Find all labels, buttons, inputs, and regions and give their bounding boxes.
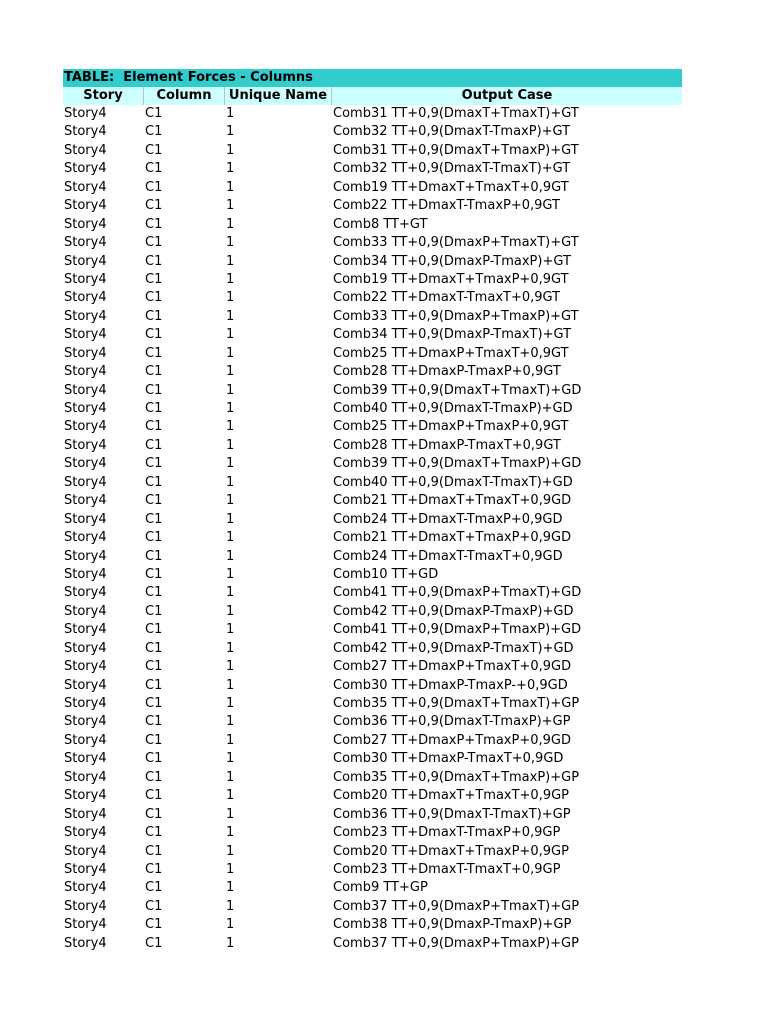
cell-story: Story4 [64, 788, 107, 804]
cell-output-case: Comb30 TT+DmaxP-TmaxP-+0,9GD [333, 677, 568, 693]
cell-story: Story4 [64, 603, 107, 619]
cell-story: Story4 [64, 935, 107, 951]
cell-unique-name: 1 [226, 456, 235, 472]
cell-unique-name: 1 [226, 806, 235, 822]
cell-column: C1 [145, 308, 163, 324]
cell-unique-name: 1 [226, 861, 235, 877]
cell-story: Story4 [64, 493, 107, 509]
cell-column: C1 [145, 603, 163, 619]
cell-column: C1 [145, 622, 163, 638]
cell-unique-name: 1 [226, 677, 235, 693]
cell-story: Story4 [64, 769, 107, 785]
table-row [63, 843, 682, 861]
cell-unique-name: 1 [226, 880, 235, 896]
cell-column: C1 [145, 216, 163, 232]
header-column: Column [144, 87, 225, 105]
cell-column: C1 [145, 271, 163, 287]
table-row [63, 123, 682, 141]
cell-output-case: Comb40 TT+0,9(DmaxT-TmaxT)+GD [333, 474, 573, 490]
cell-unique-name: 1 [226, 345, 235, 361]
cell-unique-name: 1 [226, 271, 235, 287]
cell-unique-name: 1 [226, 474, 235, 490]
cell-unique-name: 1 [226, 253, 235, 269]
cell-unique-name: 1 [226, 622, 235, 638]
cell-story: Story4 [64, 382, 107, 398]
cell-column: C1 [145, 290, 163, 306]
cell-column: C1 [145, 419, 163, 435]
cell-output-case: Comb31 TT+0,9(DmaxT+TmaxT)+GT [333, 106, 579, 121]
cell-unique-name: 1 [226, 788, 235, 804]
cell-column: C1 [145, 935, 163, 951]
table-row [63, 695, 682, 713]
table-row [63, 197, 682, 215]
cell-output-case: Comb42 TT+0,9(DmaxP-TmaxP)+GD [333, 603, 574, 619]
cell-story: Story4 [64, 419, 107, 435]
cell-unique-name: 1 [226, 437, 235, 453]
cell-column: C1 [145, 566, 163, 582]
cell-column: C1 [145, 880, 163, 896]
table-row [63, 382, 682, 400]
cell-output-case: Comb39 TT+0,9(DmaxT+TmaxT)+GD [333, 382, 582, 398]
cell-story: Story4 [64, 825, 107, 841]
cell-column: C1 [145, 142, 163, 158]
cell-unique-name: 1 [226, 898, 235, 914]
cell-unique-name: 1 [226, 566, 235, 582]
cell-story: Story4 [64, 308, 107, 324]
cell-column: C1 [145, 198, 163, 214]
cell-story: Story4 [64, 861, 107, 877]
table-title: TABLE: Element Forces - Columns [63, 69, 682, 87]
cell-column: C1 [145, 825, 163, 841]
cell-output-case: Comb24 TT+DmaxT-TmaxT+0,9GD [333, 548, 563, 564]
cell-output-case: Comb9 TT+GP [333, 880, 428, 896]
cell-column: C1 [145, 585, 163, 601]
cell-column: C1 [145, 124, 163, 140]
cell-unique-name: 1 [226, 161, 235, 177]
cell-unique-name: 1 [226, 142, 235, 158]
cell-output-case: Comb20 TT+DmaxT+TmaxP+0,9GP [333, 843, 569, 859]
cell-story: Story4 [64, 216, 107, 232]
cell-output-case: Comb36 TT+0,9(DmaxT-TmaxT)+GP [333, 806, 571, 822]
cell-column: C1 [145, 788, 163, 804]
cell-unique-name: 1 [226, 751, 235, 767]
table-row [63, 492, 682, 510]
cell-story: Story4 [64, 806, 107, 822]
cell-story: Story4 [64, 345, 107, 361]
cell-story: Story4 [64, 566, 107, 582]
table-row [63, 640, 682, 658]
header-story: Story [63, 87, 144, 105]
table-row [63, 677, 682, 695]
cell-output-case: Comb19 TT+DmaxT+TmaxT+0,9GT [333, 179, 569, 195]
table-row [63, 603, 682, 621]
cell-story: Story4 [64, 401, 107, 416]
cell-story: Story4 [64, 290, 107, 306]
cell-unique-name: 1 [226, 640, 235, 656]
cell-story: Story4 [64, 198, 107, 214]
cell-column: C1 [145, 917, 163, 933]
cell-unique-name: 1 [226, 530, 235, 546]
table-row [63, 806, 682, 824]
cell-unique-name: 1 [226, 769, 235, 785]
table-row [63, 345, 682, 363]
cell-column: C1 [145, 548, 163, 564]
cell-column: C1 [145, 769, 163, 785]
cell-story: Story4 [64, 548, 107, 564]
cell-column: C1 [145, 474, 163, 490]
cell-output-case: Comb34 TT+0,9(DmaxP-TmaxP)+GT [333, 253, 571, 269]
header-unique-name: Unique Name [225, 87, 332, 105]
table-row [63, 253, 682, 271]
cell-column: C1 [145, 732, 163, 748]
cell-unique-name: 1 [226, 548, 235, 564]
table-row [63, 566, 682, 584]
cell-unique-name: 1 [226, 364, 235, 380]
cell-story: Story4 [64, 179, 107, 195]
cell-unique-name: 1 [226, 106, 235, 121]
cell-unique-name: 1 [226, 825, 235, 841]
table-row [63, 474, 682, 492]
cell-story: Story4 [64, 511, 107, 527]
table-row [63, 418, 682, 436]
cell-output-case: Comb22 TT+DmaxT-TmaxT+0,9GT [333, 290, 561, 306]
cell-column: C1 [145, 179, 163, 195]
cell-output-case: Comb42 TT+0,9(DmaxP-TmaxT)+GD [333, 640, 574, 656]
cell-story: Story4 [64, 917, 107, 933]
cell-story: Story4 [64, 124, 107, 140]
cell-story: Story4 [64, 659, 107, 675]
cell-column: C1 [145, 493, 163, 509]
cell-unique-name: 1 [226, 659, 235, 675]
cell-column: C1 [145, 677, 163, 693]
table-row [63, 750, 682, 768]
cell-column: C1 [145, 235, 163, 251]
cell-output-case: Comb10 TT+GD [333, 566, 439, 582]
table-row [63, 289, 682, 307]
table-row [63, 160, 682, 178]
cell-story: Story4 [64, 106, 107, 121]
cell-story: Story4 [64, 364, 107, 380]
cell-story: Story4 [64, 161, 107, 177]
cell-output-case: Comb37 TT+0,9(DmaxP+TmaxT)+GP [333, 898, 580, 914]
cell-unique-name: 1 [226, 382, 235, 398]
cell-unique-name: 1 [226, 603, 235, 619]
cell-output-case: Comb38 TT+0,9(DmaxP-TmaxP)+GP [333, 917, 572, 933]
table-row [63, 916, 682, 934]
table-row [63, 511, 682, 529]
cell-story: Story4 [64, 677, 107, 693]
table-row [63, 105, 682, 123]
cell-unique-name: 1 [226, 511, 235, 527]
cell-unique-name: 1 [226, 198, 235, 214]
table-row [63, 142, 682, 160]
cell-column: C1 [145, 640, 163, 656]
cell-output-case: Comb33 TT+0,9(DmaxP+TmaxP)+GT [333, 308, 579, 324]
cell-unique-name: 1 [226, 935, 235, 951]
cell-unique-name: 1 [226, 419, 235, 435]
cell-output-case: Comb34 TT+0,9(DmaxP-TmaxT)+GT [333, 327, 572, 343]
cell-output-case: Comb32 TT+0,9(DmaxT-TmaxP)+GT [333, 124, 571, 140]
cell-story: Story4 [64, 271, 107, 287]
cell-output-case: Comb33 TT+0,9(DmaxP+TmaxT)+GT [333, 235, 579, 251]
header-output-case: Output Case [461, 88, 553, 103]
cell-story: Story4 [64, 843, 107, 859]
table-row [63, 787, 682, 805]
cell-output-case: Comb23 TT+DmaxT-TmaxP+0,9GP [333, 825, 561, 841]
table-row [63, 732, 682, 750]
cell-output-case: Comb25 TT+DmaxP+TmaxT+0,9GT [333, 345, 569, 361]
cell-story: Story4 [64, 732, 107, 748]
table-row [63, 437, 682, 455]
cell-output-case: Comb32 TT+0,9(DmaxT-TmaxT)+GT [333, 161, 571, 177]
cell-column: C1 [145, 530, 163, 546]
cell-unique-name: 1 [226, 124, 235, 140]
cell-column: C1 [145, 345, 163, 361]
element-forces-table [63, 69, 682, 953]
table-row [63, 271, 682, 289]
cell-column: C1 [145, 659, 163, 675]
table-row [63, 326, 682, 344]
table-row [63, 308, 682, 326]
cell-column: C1 [145, 898, 163, 914]
cell-unique-name: 1 [226, 732, 235, 748]
cell-unique-name: 1 [226, 235, 235, 251]
cell-output-case: Comb37 TT+0,9(DmaxP+TmaxP)+GP [333, 935, 579, 951]
cell-output-case: Comb28 TT+DmaxP-TmaxP+0,9GT [333, 364, 561, 380]
cell-output-case: Comb35 TT+0,9(DmaxT+TmaxP)+GP [333, 769, 580, 785]
table-row [63, 529, 682, 547]
table-row [63, 769, 682, 787]
cell-output-case: Comb21 TT+DmaxT+TmaxT+0,9GD [333, 493, 572, 509]
cell-output-case: Comb39 TT+0,9(DmaxT+TmaxP)+GD [333, 456, 582, 472]
cell-story: Story4 [64, 714, 107, 730]
cell-column: C1 [145, 751, 163, 767]
cell-unique-name: 1 [226, 714, 235, 730]
table-row [63, 179, 682, 197]
cell-column: C1 [145, 401, 163, 416]
cell-column: C1 [145, 714, 163, 730]
table-row [63, 216, 682, 234]
cell-output-case: Comb41 TT+0,9(DmaxP+TmaxP)+GD [333, 622, 582, 638]
cell-story: Story4 [64, 474, 107, 490]
table-row [63, 584, 682, 602]
cell-unique-name: 1 [226, 308, 235, 324]
cell-unique-name: 1 [226, 179, 235, 195]
table-row [63, 861, 682, 879]
cell-story: Story4 [64, 696, 107, 711]
cell-unique-name: 1 [226, 585, 235, 601]
cell-column: C1 [145, 843, 163, 859]
header-row [63, 87, 682, 105]
cell-column: C1 [145, 861, 163, 877]
cell-output-case: Comb27 TT+DmaxP+TmaxP+0,9GD [333, 732, 571, 748]
cell-output-case: Comb20 TT+DmaxT+TmaxT+0,9GP [333, 788, 570, 804]
table-row [63, 234, 682, 252]
table-row [63, 713, 682, 731]
cell-column: C1 [145, 382, 163, 398]
cell-column: C1 [145, 161, 163, 177]
cell-column: C1 [145, 364, 163, 380]
cell-story: Story4 [64, 327, 107, 343]
cell-output-case: Comb28 TT+DmaxP-TmaxT+0,9GT [333, 437, 561, 453]
cell-column: C1 [145, 106, 163, 121]
cell-output-case: Comb30 TT+DmaxP-TmaxT+0,9GD [333, 751, 564, 767]
cell-column: C1 [145, 456, 163, 472]
cell-output-case: Comb21 TT+DmaxT+TmaxP+0,9GD [333, 530, 572, 546]
cell-unique-name: 1 [226, 216, 235, 232]
cell-story: Story4 [64, 530, 107, 546]
cell-story: Story4 [64, 437, 107, 453]
table-row [63, 935, 682, 953]
table-row [63, 879, 682, 897]
cell-story: Story4 [64, 142, 107, 158]
table-row [63, 621, 682, 639]
cell-story: Story4 [64, 456, 107, 472]
cell-column: C1 [145, 253, 163, 269]
cell-column: C1 [145, 806, 163, 822]
cell-output-case: Comb19 TT+DmaxT+TmaxP+0,9GT [333, 271, 569, 287]
cell-story: Story4 [64, 235, 107, 251]
cell-unique-name: 1 [226, 493, 235, 509]
cell-story: Story4 [64, 640, 107, 656]
table-row [63, 548, 682, 566]
cell-story: Story4 [64, 751, 107, 767]
cell-unique-name: 1 [226, 290, 235, 306]
table-body [63, 105, 682, 953]
cell-column: C1 [145, 511, 163, 527]
cell-story: Story4 [64, 880, 107, 896]
cell-output-case: Comb36 TT+0,9(DmaxT-TmaxP)+GP [333, 714, 571, 730]
cell-column: C1 [145, 696, 163, 711]
cell-unique-name: 1 [226, 696, 235, 711]
cell-story: Story4 [64, 898, 107, 914]
cell-output-case: Comb35 TT+0,9(DmaxT+TmaxT)+GP [333, 696, 580, 711]
cell-output-case: Comb22 TT+DmaxT-TmaxP+0,9GT [333, 198, 560, 214]
table-row [63, 898, 682, 916]
table-row [63, 824, 682, 842]
cell-column: C1 [145, 437, 163, 453]
cell-output-case: Comb8 TT+GT [333, 216, 428, 232]
cell-output-case: Comb31 TT+0,9(DmaxT+TmaxP)+GT [333, 142, 579, 158]
cell-output-case: Comb23 TT+DmaxT-TmaxT+0,9GP [333, 861, 561, 877]
cell-unique-name: 1 [226, 327, 235, 343]
cell-column: C1 [145, 327, 163, 343]
cell-story: Story4 [64, 253, 107, 269]
cell-unique-name: 1 [226, 917, 235, 933]
table-row [63, 400, 682, 418]
table-row [63, 658, 682, 676]
cell-output-case: Comb41 TT+0,9(DmaxP+TmaxT)+GD [333, 585, 582, 601]
cell-story: Story4 [64, 585, 107, 601]
cell-unique-name: 1 [226, 401, 235, 416]
table-row [63, 363, 682, 381]
cell-output-case: Comb24 TT+DmaxT-TmaxP+0,9GD [333, 511, 563, 527]
cell-unique-name: 1 [226, 843, 235, 859]
cell-output-case: Comb27 TT+DmaxP+TmaxT+0,9GD [333, 659, 572, 675]
cell-output-case: Comb25 TT+DmaxP+TmaxP+0,9GT [333, 419, 569, 435]
table-row [63, 455, 682, 473]
cell-story: Story4 [64, 622, 107, 638]
cell-output-case: Comb40 TT+0,9(DmaxT-TmaxP)+GD [333, 401, 573, 416]
